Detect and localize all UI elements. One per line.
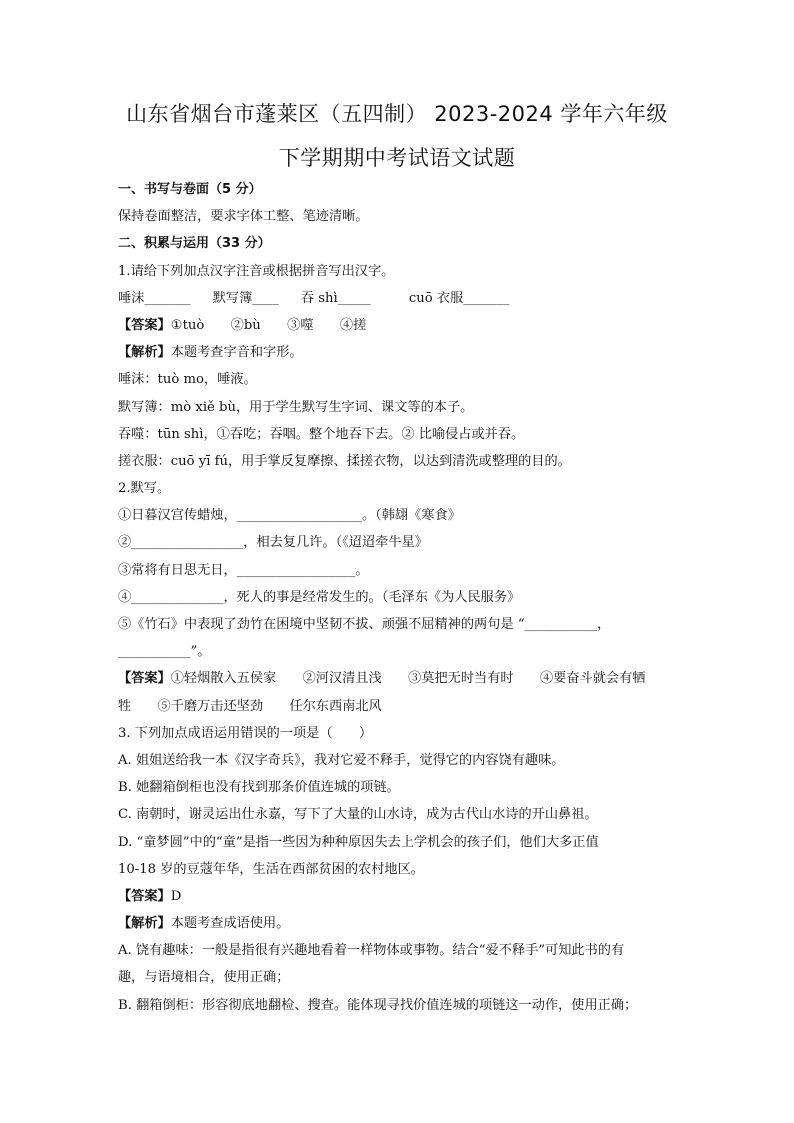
q1-analysis-text: 本题考查字音和字形。 — [170, 345, 303, 361]
q3-explanation-2: 趣，与语境相合，使用正确； — [118, 970, 290, 986]
q1-answer-text: ①tuò ②bù ③噬 ④搓 — [170, 317, 367, 333]
q1-explanation-3: 吞噬：tūn shì，①吞吃；吞咽。整个地吞下去。② 比喻侵占或并吞。 — [118, 426, 525, 442]
q1-analysis — [118, 339, 678, 366]
question-2: 2.默写。 — [118, 481, 171, 497]
page-title-line1: 山东省烟台市蓬莱区（五四制） 2023-2024 学年六年级 — [126, 102, 668, 126]
q3-option-b: B. 她翻箱倒柜也没有找到那条价值连城的项链。 — [118, 780, 400, 796]
q1-item-4: cuō 衣服_______ — [408, 290, 510, 306]
q3-option-d-cont: 10-18 岁的豆蔻年华，生活在西部贫困的农村地区。 — [118, 861, 424, 877]
section1-text: 保持卷面整洁，要求字体工整、笔迹清晰。 — [118, 209, 369, 225]
answer-tag: 【答案】 — [118, 671, 171, 687]
q1-item-1: 唾沫_______ — [118, 290, 191, 306]
answer-tag: 【答案】 — [118, 317, 171, 333]
q1-item-3: 吞 shì_____ — [300, 290, 371, 306]
analysis-tag: 【解析】 — [118, 345, 171, 361]
section-heading-1: 一、书写与卷面（5 分） — [118, 182, 262, 197]
q3-explanation-1: A. 饶有趣味：一般是指很有兴趣地看着一样物体或事物。结合“爱不释手”可知此书的有 — [118, 943, 625, 959]
question-3: 3. 下列加点成语运用错误的一项是（ ） — [118, 725, 373, 741]
q3-answer-text: D — [170, 888, 182, 904]
q2-item-3: ③常将有日思无日，__________________。 — [118, 562, 369, 578]
q3-answer — [118, 883, 678, 910]
q2-item-2: ②_________________，相去复几许。（《迢迢牵牛星》 — [118, 535, 428, 551]
q1-item-2: 默写簿____ — [212, 290, 279, 306]
q3-analysis-text: 本题考查成语使用。 — [170, 916, 290, 932]
q1-explanation-4: 搓衣服：cuō yī fú，用手掌反复摩擦、揉搓衣物，以达到清洗或整理的目的。 — [118, 453, 571, 469]
q2-item-5-cont: ___________”。 — [118, 644, 211, 660]
q3-option-d: D. “童梦圆”中的“童”是指一些因为种种原因失去上学机会的孩子们，他们大多正值 — [118, 834, 599, 850]
q2-item-5: ⑤《竹石》中表现了劲竹在困境中坚韧不拔、顽强不屈精神的两句是 “___________， — [118, 617, 611, 632]
q2-answer — [118, 665, 678, 692]
q2-item-4: ④______________，死人的事是经常发生的。（毛泽东《为人民服务》 — [118, 589, 521, 605]
q2-item-1: ①日暮汉宫传蜡烛，___________________。（韩翃《寒食》 — [118, 508, 461, 524]
question-1-items — [118, 285, 678, 312]
q3-explanation-3: B. 翻箱倒柜：形容彻底地翻检、搜查。能体现寻找价值连城的项链这一动作，使用正确； — [118, 997, 638, 1013]
q1-explanation-1: 唾沫：tuò mo，唾液。 — [118, 372, 257, 388]
q3-analysis — [118, 910, 678, 937]
q3-option-a: A. 姐姐送给我一本《汉字奇兵》，我对它爱不释手，觉得它的内容饶有趣味。 — [118, 752, 565, 768]
q1-explanation-2: 默写簿：mò xiě bù，用于学生默写生字词、课文等的本子。 — [118, 399, 474, 415]
answer-tag: 【答案】 — [118, 888, 171, 904]
q2-answer-text: ①轻烟散入五侯家 ②河汉清且浅 ③莫把无时当有时 ④要奋斗就会有牺 — [170, 671, 646, 687]
analysis-tag: 【解析】 — [118, 916, 171, 932]
q2-answer-cont: 牲 ⑤千磨万击还坚劲 任尔东西南北风 — [118, 698, 382, 714]
document-body — [118, 176, 678, 1019]
q1-answer — [118, 312, 678, 339]
page-title-line2: 下学期期中考试语文试题 — [278, 146, 516, 170]
q3-option-c: C. 南朝时，谢灵运出仕永嘉，写下了大量的山水诗，成为古代山水诗的开山鼻祖。 — [118, 807, 598, 823]
section-heading-2: 二、积累与运用（33 分） — [118, 236, 271, 252]
question-1: 1.请给下列加点汉字注音或根据拼音写出汉字。 — [118, 263, 395, 279]
